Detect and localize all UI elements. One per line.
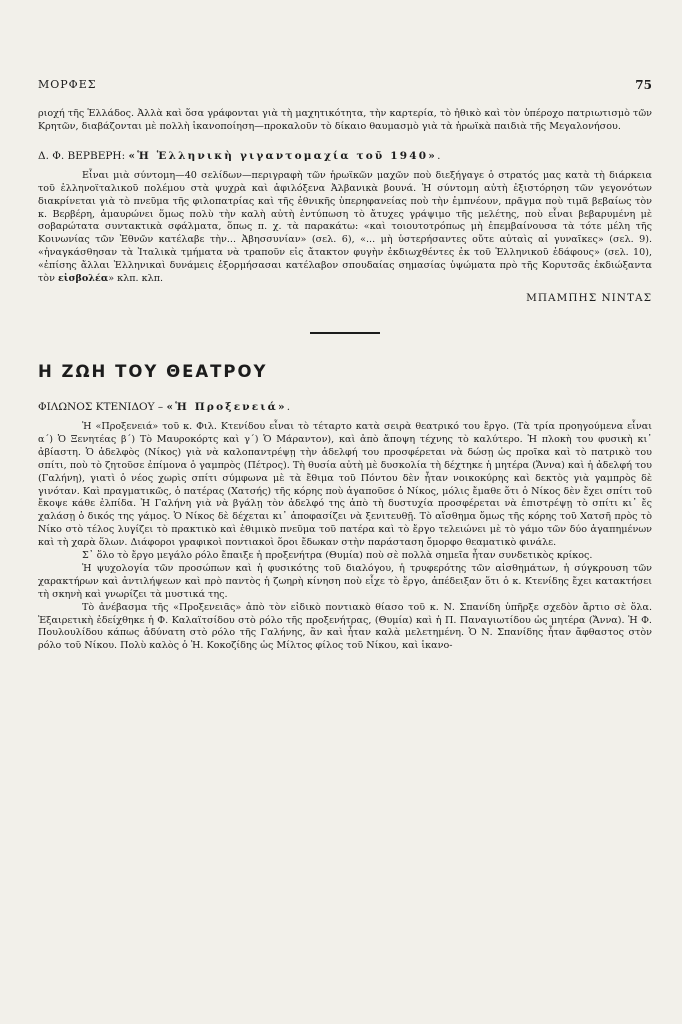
review-author: ΦΙΛΩΝΟΣ ΚΤΕΝΙΔΟΥ – [38, 400, 167, 413]
page-body [38, 72, 652, 653]
reviewer-signature: ΜΠΑΜΠΗΣ ΝΙΝΤΑΣ [526, 291, 652, 304]
review-text-bold: εἰσβολέα [57, 273, 109, 285]
review-title-end: . [286, 400, 291, 413]
review-text-part: Εἶναι μιὰ σύντομη—40 σελίδων—περιγραφὴ τῶν ἡρωϊκῶν μαχῶν ποὺ διεξήγαγε ὁ στρατός μας κατὰ τὴ διάρκεια τοῦ ἑλληνοϊταλικοῦ πολέμου στὰ ψυχρὰ καὶ ἀφιλόξενα Ἀλβανικὰ βουνά. Ἡ σύντομη αὐτὴ ἐξιστόρηση τῶν γεγονότων διακρίνεται γιὰ τὸ πνεῦμα τῆς φιλοπατρίας καὶ τῆς ἐθνικῆς ὑπερηφανείας ποὺ τὴν ἐμπνέουν, πρᾶγμα ποὺ τιμᾶ βεβαίως τὸν κ. Βερβέρη, ἀμαυρώνει ὅμως πολὺ τὴν καλὴ αὐτὴ ἐντύπωση τὸ ἄτυχες γράψιμο τῆς μελέτης, ποὺ εἶναι βεβαρυμένη μὲ σοβαρώτατα συντακτικὰ σφάλματα, ὅπως π. χ. τὰ παρακάτω: «καὶ τοιουτοτρόπως μὴ ἐπεμβαίνουσα τὰ τότε μέλη τῆς Κοινωνίας τῶν Ἐθνῶν κατέλαβε τὴν... Ἀβησσυνίαν» (σελ. 6), «... μὴ ὑστερήσαντες οὔτε αὐταὶς αἱ γυναῖκες» (σελ. 9). «ἠναγκάσθησαν τὰ Ἰταλικὰ τμήματα νὰ τραποῦν εἰς ἄτακτον φυγὴν ἐκδιωχθέντες ἐκ τοῦ Ἑλληνικοῦ ἐδάφους» (σελ. 10), «ἐπίσης ἄλλαι Ἑλληνικαὶ δυνάμεις ἐξορμήσασαι κατέλαβον σπουδαίας σημασίας ὑψώματα πρὸ τῆς Κορυτσᾶς ἐκδιώξαντα τὸν [38, 169, 652, 285]
theatre-paragraph-1: Ἡ «Προξενειά» τοῦ κ. Φιλ. Κτενίδου εἶναι τὸ τέταρτο κατὰ σειρὰ θεατρικό του ἔργο. (Τὰ τρία προηγούμενα εἶναι α΄) Ὁ Ξενητέας β΄) Τὸ Μαυροκόρτς καὶ γ΄) Ὁ Μάραντον), καὶ ἀπὸ ἄποψη τέχνης τὸ καλύτερο. Ἡ πλοκὴ του φυσικὴ κι᾿ ἀβίαστη. Ὁ ἀδελφὸς (Νίκος) γιὰ νὰ καλοπαντρέψῃ τὴν ἀδελφή του προσφέρεται νὰ δώσῃ ὡς προῖκα καὶ τὸ πατρικὸ του σπίτι, ποὺ τὸ ζητοῦσε ἐπίμονα ὁ γαμπρὸς (Πέτρος). Τὴ θυσία αὐτὴ μὲ δυσκολία τὴ δέχτηκε ἡ μητέρα (Ἄννα) καὶ ἡ ἀδελφή του (Γαλήνη), γιατὶ ὁ νέος χωρὶς σπίτι σύμφωνα μὲ τὰ ἔθιμα τοῦ Πόντου δὲν ἦταν νοικοκύρης καὶ δεκτὸς γιὰ γαμπρὸς δὲ γινόταν. Καὶ πραγματικῶς, ὁ πατέρας (Χατσής) τῆς κόρης ποὺ ἀγαποῦσε ὁ Νίκος, μόλις ἔμαθε ὅτι ὁ Νίκος δὲν ἔχει σπίτι τοῦ ἔκοψε κάθε ἐλπίδα. Ἡ Γαλήνη γιὰ νὰ βγάλῃ τὸν ἀδελφό της ἀπὸ τὴ δυστυχία προσφέρεται νὰ ἐπιστρέψῃ τὸ σπίτι κι᾿ ἔς χαλάσῃ ὁ δικός της γάμος. Ὁ Νίκος δὲ δέχεται κι᾿ ἀποφασίζει νὰ ξενιτευθῇ. Τὸ αἴσθημα ὅμως τῆς κόρης τοῦ Χατσῆ πρὸς τὸ Νίκο στὸ τέλος λυγίζει τὸ πρακτικὸ καὶ ἐθιμικὸ πνεῦμα τοῦ πατέρα καὶ τὸ ἔργο τελειώνει μὲ τὸ γάμο τῶν δύο ἀγαπημένων καὶ τὴ χαρὰ ὅλων. Διάφοροι γραφικοὶ ποντιακοὶ ὅροι ἔδωκαν στὴν παράσταση ὄμορφο θεαματικὸ φινάλε. [38, 420, 652, 549]
section-title: Η ΖΩΗ ΤΟΥ ΘΕΑΤΡΟΥ [38, 361, 268, 381]
review-title-end: . [437, 149, 441, 162]
review-heading-ververi [38, 150, 652, 162]
theatre-paragraph-3: Ἡ ψυχολογία τῶν προσώπων καὶ ἡ φυσικότης τοῦ διαλόγου, ἡ τρυφερότης τῶν αἰσθημάτων, ἡ σύγκρουση τῶν χαρακτήρων καὶ ἀντιλήψεων καὶ πρὸ παντὸς ἡ ζωηρὴ κίνηση ποὺ εἶχε τὸ ἔργο, ἀπέδειξαν ὅτι ὁ κ. Κτενίδης ἔχει κατακτήσει τὴ σκηνὴ καὶ γνωρίζει τὰ μυστικά της. [38, 562, 652, 600]
review-author: Δ. Φ. ΒΕΡΒΕΡΗ: [38, 149, 129, 162]
theatre-paragraph-4: Τὸ ἀνέβασμα τῆς «Προξενειᾶς» ἀπὸ τὸν εἰδικὸ ποντιακὸ θίασο τοῦ κ. Ν. Σπανίδη ὑπῆρξε σχεδὸν ἄρτιο σὲ ὅλα. Ἐξαιρετικὴ ἐδείχθηκε ἡ Φ. Καλαϊτσίδου στὸ ρόλο τῆς προξενήτρας, (Θυμία) καὶ ἡ Π. Παναγιωτίδου ὡς μητέρα (Ἄννα). Ἡ Φ. Πουλουλίδου κάπως ἀδύνατη στὸ ρόλο τῆς Γαλήνης, ἂν καὶ ἦταν καλὰ μελετημένη. Ὁ Ν. Σπανίδης ἦταν ἄφθαστος στὸν ρόλο τοῦ Νίκου. Πολὺ καλὸς ὁ Ἠ. Κοκοζίδης ὡς Μίλτος φίλος τοῦ Νίκου, καὶ ἱκανο- [38, 601, 652, 652]
journal-name: ΜΟΡΦΕΣ [38, 78, 97, 91]
review-ververi-text [38, 170, 652, 286]
review-play-title: «Ἡ Προξενειά» [166, 400, 287, 413]
review-heading-ktenidou [38, 401, 652, 413]
review-text-end: » κλπ. κλπ. [108, 273, 164, 285]
review-book-title: «Ἡ Ἑλληνικὴ γιγαντομαχία τοῦ 1940» [128, 149, 438, 162]
intro-paragraph: ριοχή τῆς Ἑλλάδος. Ἀλλὰ καὶ ὅσα γράφονται γιὰ τὴ μαχητικότητα, τὴν καρτερία, τὸ ἠθικὸ καὶ τὸν ὑπέροχο πατριωτισμὸ τῶν Κρητῶν, διαβάζονται μὲ πολλὴ ἱκανοποίηση—προκαλοῦν τὸ δίκαιο θαυμασμὸ γιὰ τὰ ἡρωϊκὰ παιδιὰ τῆς Μεγαλονήσου. [38, 108, 652, 132]
theatre-paragraph-2: Σ᾿ ὅλο τὸ ἔργο μεγάλο ρόλο ἔπαιξε ἡ προξενήτρα (Θυμία) ποὺ σὲ πολλὰ σημεῖα ἦταν συνδετικὸς κρίκος. [82, 550, 593, 562]
page-number: 75 [635, 78, 652, 92]
